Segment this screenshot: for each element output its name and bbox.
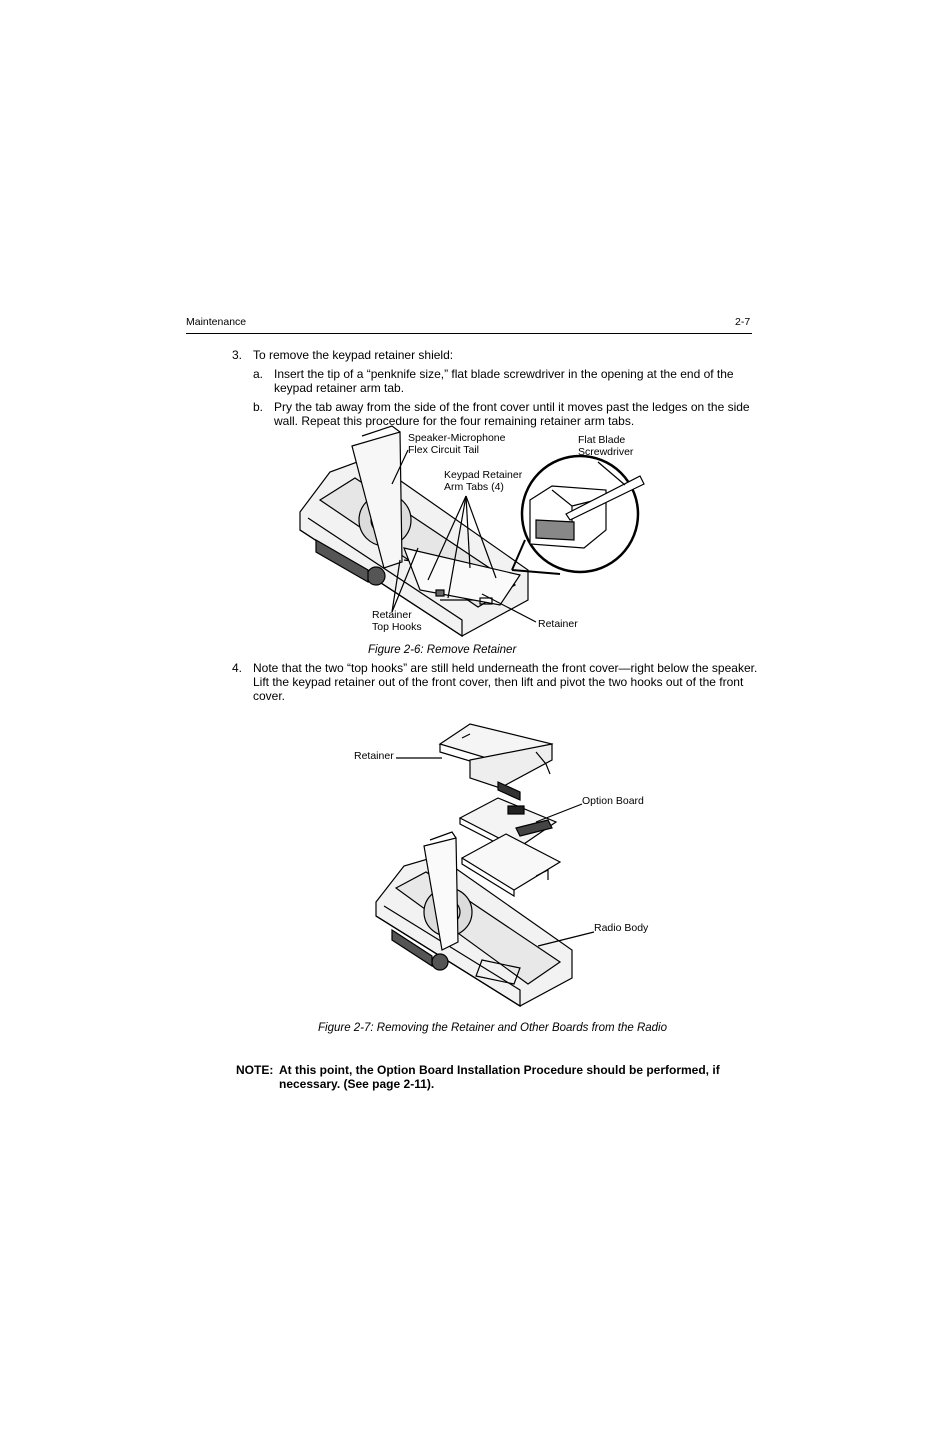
figure-2-6-caption: Figure 2-6: Remove Retainer: [368, 644, 517, 656]
substep-b-line-2: wall. Repeat this procedure for the four remaining retainer arm tabs.: [274, 414, 635, 428]
note-label: NOTE:: [236, 1063, 274, 1077]
step-4-number: 4.: [232, 661, 243, 675]
figure-2-7-caption: Figure 2-7: Removing the Retainer and Other Boards from the Radio: [318, 1022, 668, 1034]
label-keypad-retainer: Keypad Retainer: [444, 469, 523, 481]
label-radio-body: Radio Body: [594, 922, 649, 934]
label-screwdriver: Screwdriver: [578, 446, 634, 458]
step-3-number: 3.: [232, 348, 243, 362]
step-3-text: To remove the keypad retainer shield:: [253, 348, 454, 362]
label-top-hooks: Top Hooks: [372, 621, 422, 633]
step-4-line-1: Note that the two “top hooks” are still held underneath the front cover—right below the speaker.: [253, 661, 758, 675]
page-number: 2-7: [735, 316, 751, 328]
substep-a-line-1: Insert the tip of a “penknife size,” flat blade screwdriver in the opening at the end of the: [274, 367, 734, 381]
note-line-1: At this point, the Option Board Installation Procedure should be performed, if: [279, 1063, 720, 1077]
label-retainer-top: Retainer: [372, 609, 412, 621]
label-retainer: Retainer: [538, 618, 578, 630]
label-arm-tabs: Arm Tabs (4): [444, 481, 504, 493]
label-retainer-exploded: Retainer: [354, 750, 394, 762]
label-flat-blade: Flat Blade: [578, 434, 626, 446]
substep-b-letter: b.: [253, 400, 264, 414]
substep-a-line-2: keypad retainer arm tab.: [274, 381, 405, 395]
note-line-2: necessary. (See page 2-11).: [279, 1077, 435, 1091]
substep-b-line-1: Pry the tab away from the side of the front cover until it moves past the ledges on the side: [274, 400, 750, 414]
running-header-section: Maintenance: [186, 316, 247, 328]
step-4-line-3: cover.: [253, 689, 286, 703]
label-flex-circuit-tail: Flex Circuit Tail: [408, 444, 479, 456]
label-option-board: Option Board: [582, 795, 644, 807]
substep-a-letter: a.: [253, 367, 264, 381]
step-4-line-2: Lift the keypad retainer out of the front cover, then lift and pivot the two hooks out of the front: [253, 675, 744, 689]
label-speaker-microphone: Speaker-Microphone: [408, 432, 506, 444]
